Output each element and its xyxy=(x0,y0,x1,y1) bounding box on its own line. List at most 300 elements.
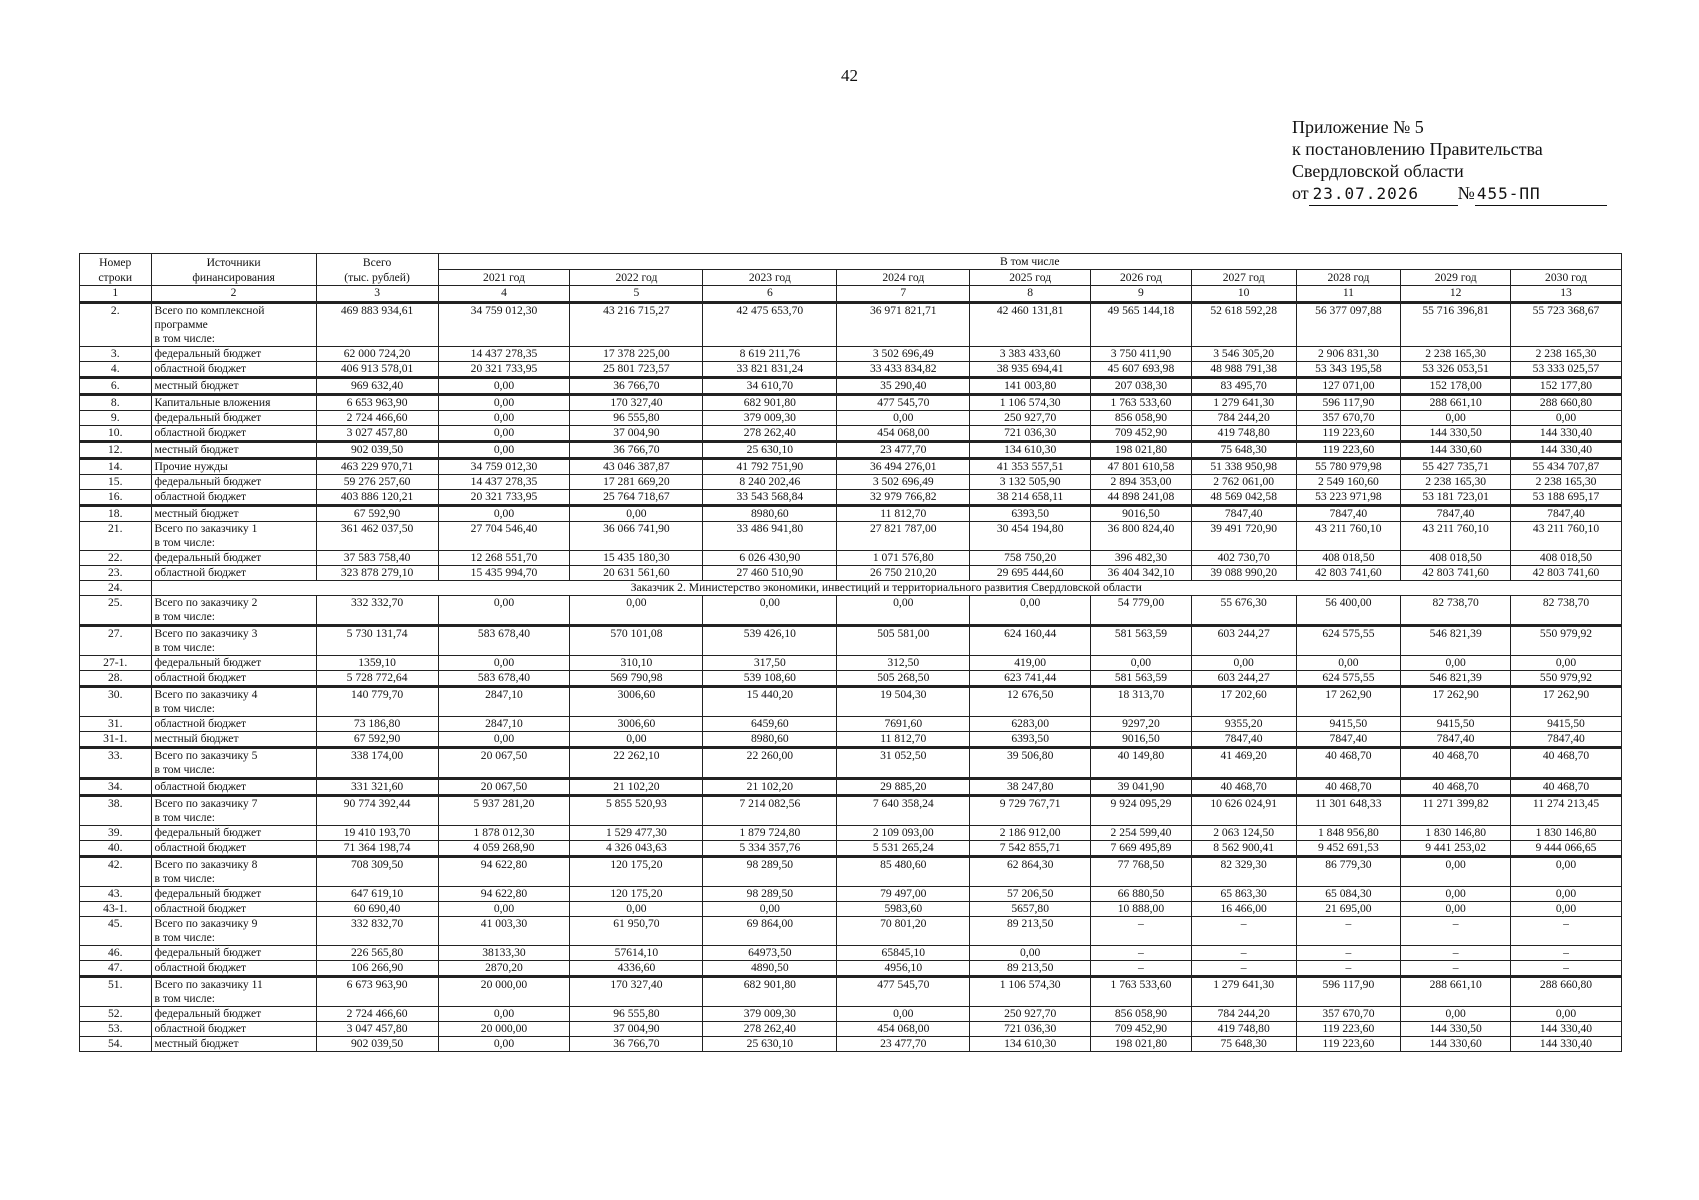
year-value: 20 321 733,95 xyxy=(438,490,570,506)
year-value: 57614,10 xyxy=(570,946,703,961)
financing-source-line: местный бюджет xyxy=(154,443,239,456)
year-value: 53 326 053,51 xyxy=(1401,362,1511,378)
year-value: 505 581,00 xyxy=(837,626,970,656)
year-value: 53 223 971,98 xyxy=(1296,490,1401,506)
year-value: 39 506,80 xyxy=(970,748,1091,779)
financing-source-line: Всего по заказчику 1 xyxy=(154,522,258,535)
year-value: 1 830 146,80 xyxy=(1401,826,1511,841)
row-number: 21. xyxy=(80,522,152,551)
header-year: 2026 год xyxy=(1091,270,1192,286)
year-value: 0,00 xyxy=(1401,656,1511,671)
year-value: 22 262,10 xyxy=(570,748,703,779)
year-value: 36 800 824,40 xyxy=(1091,522,1192,551)
year-value: 14 437 278,35 xyxy=(438,347,570,362)
year-value: 4 059 268,90 xyxy=(438,841,570,857)
year-value: 546 821,39 xyxy=(1401,626,1511,656)
total-value: 2 724 466,60 xyxy=(316,411,438,426)
row-number: 15. xyxy=(80,475,152,490)
total-value: 902 039,50 xyxy=(316,1037,438,1052)
financing-source-line: федеральный бюджет xyxy=(154,887,262,900)
year-value: 0,00 xyxy=(438,596,570,626)
appendix-line-3: Свердловской области xyxy=(1292,161,1464,181)
total-value: 37 583 758,40 xyxy=(316,551,438,566)
year-value: 7847,40 xyxy=(1511,506,1622,522)
total-value: 67 592,90 xyxy=(316,732,438,748)
table-row xyxy=(80,395,1622,411)
financing-source-line: в том числе: xyxy=(154,610,215,623)
year-value: 43 216 715,27 xyxy=(570,303,703,347)
year-value: 27 821 787,00 xyxy=(837,522,970,551)
year-value: 3 383 433,60 xyxy=(970,347,1091,362)
year-value: 0,00 xyxy=(1401,857,1511,887)
year-value: 0,00 xyxy=(438,732,570,748)
column-number: 12 xyxy=(1401,286,1511,303)
year-value: 27 460 510,90 xyxy=(703,566,837,581)
year-value: 96 555,80 xyxy=(570,411,703,426)
year-value: 144 330,50 xyxy=(1401,426,1511,442)
row-number: 31-1. xyxy=(80,732,152,748)
row-number: 52. xyxy=(80,1007,152,1022)
financing-source xyxy=(151,566,316,581)
year-value: 9016,50 xyxy=(1091,506,1192,522)
year-value: 2 238 165,30 xyxy=(1511,475,1622,490)
table-row xyxy=(80,626,1622,656)
header-year: 2028 год xyxy=(1296,270,1401,286)
year-value: 9 441 253,02 xyxy=(1401,841,1511,857)
year-value: 144 330,40 xyxy=(1511,442,1622,459)
year-value: 11 812,70 xyxy=(837,732,970,748)
year-value: 119 223,60 xyxy=(1296,1022,1401,1037)
year-value: 70 801,20 xyxy=(837,917,970,946)
table-row xyxy=(80,1007,1622,1022)
financing-source-line: федеральный бюджет xyxy=(154,946,262,959)
financing-source-line: областной бюджет xyxy=(154,717,247,730)
table-row xyxy=(80,581,1622,596)
year-value: 2 186 912,00 xyxy=(970,826,1091,841)
financing-source-line: местный бюджет xyxy=(154,1037,239,1050)
table-row xyxy=(80,1037,1622,1052)
column-number: 1 xyxy=(80,286,152,303)
year-value: 1 879 724,80 xyxy=(703,826,837,841)
year-value: 583 678,40 xyxy=(438,626,570,656)
year-value: 408 018,50 xyxy=(1296,551,1401,566)
year-value: 43 211 760,10 xyxy=(1511,522,1622,551)
year-value: 624 160,44 xyxy=(970,626,1091,656)
financing-source xyxy=(151,717,316,732)
total-value: 71 364 198,74 xyxy=(316,841,438,857)
financing-source-line: местный бюджет xyxy=(154,379,239,392)
year-value: – xyxy=(1191,946,1296,961)
total-value: 647 619,10 xyxy=(316,887,438,902)
year-value: 21 695,00 xyxy=(1296,902,1401,917)
year-value: 119 223,60 xyxy=(1296,426,1401,442)
section-title: Заказчик 2. Министерство экономики, инвестиций и территориального развития Свердловской области xyxy=(151,581,1622,596)
year-value: 8 562 900,41 xyxy=(1191,841,1296,857)
year-value: 288 660,80 xyxy=(1511,395,1622,411)
decree-date: 23.07.2026 xyxy=(1309,183,1458,206)
year-value: – xyxy=(1401,946,1511,961)
total-value: 2 724 466,60 xyxy=(316,1007,438,1022)
year-value: 152 177,80 xyxy=(1511,378,1622,395)
year-value: 0,00 xyxy=(837,1007,970,1022)
year-value: 3 546 305,20 xyxy=(1191,347,1296,362)
year-value: 36 766,70 xyxy=(570,1037,703,1052)
year-value: 0,00 xyxy=(1296,656,1401,671)
year-value: – xyxy=(1091,961,1192,977)
year-value: 624 575,55 xyxy=(1296,671,1401,687)
total-value: 403 886 120,21 xyxy=(316,490,438,506)
header-year: 2021 год xyxy=(438,270,570,286)
year-value: 9415,50 xyxy=(1511,717,1622,732)
year-value: 3 132 505,90 xyxy=(970,475,1091,490)
year-value: 0,00 xyxy=(1401,411,1511,426)
year-value: 0,00 xyxy=(1511,857,1622,887)
column-number: 6 xyxy=(703,286,837,303)
year-value: 127 071,00 xyxy=(1296,378,1401,395)
year-value: 6283,00 xyxy=(970,717,1091,732)
year-value: 40 468,70 xyxy=(1296,779,1401,796)
year-value: 3006,60 xyxy=(570,687,703,717)
year-value: 3 750 411,90 xyxy=(1091,347,1192,362)
year-value: 82 329,30 xyxy=(1191,857,1296,887)
year-value: 41 792 751,90 xyxy=(703,459,837,475)
year-value: 550 979,92 xyxy=(1511,671,1622,687)
year-value: 6459,60 xyxy=(703,717,837,732)
year-value: 4 326 043,63 xyxy=(570,841,703,857)
financing-source-line: Всего по заказчику 8 xyxy=(154,858,258,871)
year-value: 0,00 xyxy=(570,506,703,522)
year-value: 709 452,90 xyxy=(1091,426,1192,442)
year-value: 454 068,00 xyxy=(837,1022,970,1037)
year-value: 0,00 xyxy=(1511,411,1622,426)
financing-source xyxy=(151,946,316,961)
total-value: 67 592,90 xyxy=(316,506,438,522)
row-number: 14. xyxy=(80,459,152,475)
row-number: 39. xyxy=(80,826,152,841)
year-value: 42 803 741,60 xyxy=(1296,566,1401,581)
year-value: 20 067,50 xyxy=(438,779,570,796)
table-row xyxy=(80,506,1622,522)
year-value: 37 004,90 xyxy=(570,1022,703,1037)
year-value: 42 803 741,60 xyxy=(1401,566,1511,581)
year-value: 0,00 xyxy=(438,411,570,426)
year-value: – xyxy=(1191,917,1296,946)
year-value: 5657,80 xyxy=(970,902,1091,917)
year-value: 1 763 533,60 xyxy=(1091,977,1192,1007)
year-value: 30 454 194,80 xyxy=(970,522,1091,551)
year-value: 0,00 xyxy=(438,378,570,395)
year-value: 8 240 202,46 xyxy=(703,475,837,490)
year-value: 2 762 061,00 xyxy=(1191,475,1296,490)
total-value: 338 174,00 xyxy=(316,748,438,779)
table-row xyxy=(80,717,1622,732)
financing-source-line: Прочие нужды xyxy=(154,460,228,473)
year-value: 89 213,50 xyxy=(970,917,1091,946)
year-value: 596 117,90 xyxy=(1296,395,1401,411)
financing-source-line: местный бюджет xyxy=(154,732,239,745)
year-value: 546 821,39 xyxy=(1401,671,1511,687)
financing-source-line: областной бюджет xyxy=(154,426,247,439)
year-value: 1 279 641,30 xyxy=(1191,977,1296,1007)
financing-source xyxy=(151,796,316,826)
table-row xyxy=(80,442,1622,459)
year-value: 250 927,70 xyxy=(970,411,1091,426)
row-number: 23. xyxy=(80,566,152,581)
year-value: 0,00 xyxy=(1191,656,1296,671)
row-number: 51. xyxy=(80,977,152,1007)
financing-source xyxy=(151,362,316,378)
year-value: 0,00 xyxy=(970,596,1091,626)
total-value: 361 462 037,50 xyxy=(316,522,438,551)
year-value: 9 729 767,71 xyxy=(970,796,1091,826)
year-value: 682 901,80 xyxy=(703,977,837,1007)
table-row xyxy=(80,426,1622,442)
year-value: 45 607 693,98 xyxy=(1091,362,1192,378)
year-value: 550 979,92 xyxy=(1511,626,1622,656)
financing-source xyxy=(151,656,316,671)
year-value: 98 289,50 xyxy=(703,857,837,887)
total-value: 1359,10 xyxy=(316,656,438,671)
financing-source-line: Всего по заказчику 3 xyxy=(154,627,258,640)
financing-source xyxy=(151,917,316,946)
year-value: 55 427 735,71 xyxy=(1401,459,1511,475)
total-value: 60 690,40 xyxy=(316,902,438,917)
total-value: 6 653 963,90 xyxy=(316,395,438,411)
year-value: 34 759 012,30 xyxy=(438,459,570,475)
year-value: 38 247,80 xyxy=(970,779,1091,796)
year-value: 120 175,20 xyxy=(570,857,703,887)
header-year: 2024 год xyxy=(837,270,970,286)
year-value: 82 738,70 xyxy=(1511,596,1622,626)
year-value: 144 330,40 xyxy=(1511,426,1622,442)
year-value: 86 779,30 xyxy=(1296,857,1401,887)
total-value: 6 673 963,90 xyxy=(316,977,438,1007)
year-value: 55 723 368,67 xyxy=(1511,303,1622,347)
year-value: 583 678,40 xyxy=(438,671,570,687)
year-value: 758 750,20 xyxy=(970,551,1091,566)
total-value: 708 309,50 xyxy=(316,857,438,887)
year-value: 65845,10 xyxy=(837,946,970,961)
year-value: 25 630,10 xyxy=(703,1037,837,1052)
year-value: 0,00 xyxy=(1511,887,1622,902)
year-value: 39 088 990,20 xyxy=(1191,566,1296,581)
year-value: 53 181 723,01 xyxy=(1401,490,1511,506)
financing-source-line: областной бюджет xyxy=(154,1022,247,1035)
year-value: 0,00 xyxy=(970,946,1091,961)
year-value: 1 106 574,30 xyxy=(970,977,1091,1007)
year-value: 419 748,80 xyxy=(1191,426,1296,442)
column-number: 10 xyxy=(1191,286,1296,303)
year-value: 51 338 950,98 xyxy=(1191,459,1296,475)
year-value: 0,00 xyxy=(438,426,570,442)
appendix-line-2: к постановлению Правительства xyxy=(1292,139,1543,159)
year-value: 0,00 xyxy=(438,1007,570,1022)
table-row xyxy=(80,522,1622,551)
financing-source xyxy=(151,1037,316,1052)
year-value: 0,00 xyxy=(570,732,703,748)
year-value: 357 670,70 xyxy=(1296,411,1401,426)
financing-source-line: в том числе: xyxy=(154,536,215,549)
year-value: 6393,50 xyxy=(970,506,1091,522)
financing-source-line: федеральный бюджет xyxy=(154,826,262,839)
year-value: 408 018,50 xyxy=(1401,551,1511,566)
financing-source xyxy=(151,442,316,459)
row-number: 38. xyxy=(80,796,152,826)
financing-source-line: областной бюджет xyxy=(154,362,247,375)
year-value: 2847,10 xyxy=(438,687,570,717)
year-value: 1 071 576,80 xyxy=(837,551,970,566)
total-value: 73 186,80 xyxy=(316,717,438,732)
row-number: 3. xyxy=(80,347,152,362)
table-row xyxy=(80,303,1622,347)
year-value: 36 971 821,71 xyxy=(837,303,970,347)
year-value: 75 648,30 xyxy=(1191,1037,1296,1052)
year-value: 0,00 xyxy=(1401,887,1511,902)
row-number: 4. xyxy=(80,362,152,378)
total-value: 469 883 934,61 xyxy=(316,303,438,347)
financing-source-line: областной бюджет xyxy=(154,566,247,579)
year-value: – xyxy=(1296,946,1401,961)
year-value: 25 764 718,67 xyxy=(570,490,703,506)
row-number: 40. xyxy=(80,841,152,857)
financing-source xyxy=(151,490,316,506)
year-value: 17 262,90 xyxy=(1296,687,1401,717)
total-value: 59 276 257,60 xyxy=(316,475,438,490)
financing-source xyxy=(151,977,316,1007)
year-value: 623 741,44 xyxy=(970,671,1091,687)
financing-source xyxy=(151,596,316,626)
year-value: 624 575,55 xyxy=(1296,626,1401,656)
financing-source xyxy=(151,426,316,442)
table-row xyxy=(80,902,1622,917)
year-value: 402 730,70 xyxy=(1191,551,1296,566)
year-value: 11 812,70 xyxy=(837,506,970,522)
year-value: 39 041,90 xyxy=(1091,779,1192,796)
year-value: 709 452,90 xyxy=(1091,1022,1192,1037)
financing-source-line: в том числе: xyxy=(154,641,215,654)
year-value: 48 569 042,58 xyxy=(1191,490,1296,506)
year-value: 18 313,70 xyxy=(1091,687,1192,717)
table-row xyxy=(80,566,1622,581)
header-total: Всего (тыс. рублей) xyxy=(316,254,438,286)
year-value: 94 622,80 xyxy=(438,857,570,887)
year-value: 603 244,27 xyxy=(1191,671,1296,687)
year-value: 17 202,60 xyxy=(1191,687,1296,717)
total-value: 140 779,70 xyxy=(316,687,438,717)
year-value: 94 622,80 xyxy=(438,887,570,902)
year-value: 33 821 831,24 xyxy=(703,362,837,378)
table-row xyxy=(80,977,1622,1007)
year-value: 41 003,30 xyxy=(438,917,570,946)
year-value: – xyxy=(1091,946,1192,961)
year-value: 29 695 444,60 xyxy=(970,566,1091,581)
year-value: 98 289,50 xyxy=(703,887,837,902)
row-number: 18. xyxy=(80,506,152,522)
year-value: 569 790,98 xyxy=(570,671,703,687)
year-value: 0,00 xyxy=(837,411,970,426)
year-value: 77 768,50 xyxy=(1091,857,1192,887)
year-value: 38133,30 xyxy=(438,946,570,961)
year-value: 29 885,20 xyxy=(837,779,970,796)
financing-source-line: федеральный бюджет xyxy=(154,347,262,360)
table-row xyxy=(80,671,1622,687)
year-value: 61 950,70 xyxy=(570,917,703,946)
year-value: 53 333 025,57 xyxy=(1511,362,1622,378)
table-row xyxy=(80,826,1622,841)
financing-source-line: областной бюджет xyxy=(154,780,247,793)
year-value: 0,00 xyxy=(1511,656,1622,671)
year-value: 419 748,80 xyxy=(1191,1022,1296,1037)
row-number: 47. xyxy=(80,961,152,977)
year-value: 27 704 546,40 xyxy=(438,522,570,551)
year-value: 7847,40 xyxy=(1296,732,1401,748)
year-value: 141 003,80 xyxy=(970,378,1091,395)
financing-source xyxy=(151,506,316,522)
year-value: 144 330,60 xyxy=(1401,1037,1511,1052)
year-value: 2 238 165,30 xyxy=(1401,475,1511,490)
table-row xyxy=(80,796,1622,826)
year-value: 278 262,40 xyxy=(703,426,837,442)
year-value: 5 855 520,93 xyxy=(570,796,703,826)
financing-source-line: федеральный бюджет xyxy=(154,1007,262,1020)
year-value: 33 486 941,80 xyxy=(703,522,837,551)
year-value: 454 068,00 xyxy=(837,426,970,442)
financing-source xyxy=(151,551,316,566)
year-value: 10 888,00 xyxy=(1091,902,1192,917)
year-value: – xyxy=(1191,961,1296,977)
year-value: 250 927,70 xyxy=(970,1007,1091,1022)
page-number: 42 xyxy=(841,66,858,85)
financing-source-line: Всего по заказчику 2 xyxy=(154,596,258,609)
year-value: 41 469,20 xyxy=(1191,748,1296,779)
year-value: 9415,50 xyxy=(1401,717,1511,732)
header-year: 2029 год xyxy=(1401,270,1511,286)
year-value: 721 036,30 xyxy=(970,1022,1091,1037)
financing-source-line: областной бюджет xyxy=(154,490,247,503)
year-value: 17 262,90 xyxy=(1511,687,1622,717)
year-value: 539 108,60 xyxy=(703,671,837,687)
year-value: 7847,40 xyxy=(1401,732,1511,748)
year-value: 2870,20 xyxy=(438,961,570,977)
year-value: 1 763 533,60 xyxy=(1091,395,1192,411)
year-value: 17 262,90 xyxy=(1401,687,1511,717)
year-value: 539 426,10 xyxy=(703,626,837,656)
financing-source xyxy=(151,887,316,902)
year-value: 5 531 265,24 xyxy=(837,841,970,857)
year-value: 856 058,90 xyxy=(1091,1007,1192,1022)
year-value: 0,00 xyxy=(438,395,570,411)
row-number: 16. xyxy=(80,490,152,506)
financing-source-line: Всего по заказчику 4 xyxy=(154,688,258,701)
row-number: 43-1. xyxy=(80,902,152,917)
year-value: 47 801 610,58 xyxy=(1091,459,1192,475)
year-value: 89 213,50 xyxy=(970,961,1091,977)
year-value: 36 766,70 xyxy=(570,442,703,459)
financing-source-line: в том числе: xyxy=(154,931,215,944)
financing-source xyxy=(151,378,316,395)
year-value: 14 437 278,35 xyxy=(438,475,570,490)
financing-source-line: в том числе: xyxy=(154,872,215,885)
year-value: 20 631 561,60 xyxy=(570,566,703,581)
year-value: 52 618 592,28 xyxy=(1191,303,1296,347)
year-value: 40 468,70 xyxy=(1511,779,1622,796)
year-value: 15 435 994,70 xyxy=(438,566,570,581)
year-value: 38 214 658,11 xyxy=(970,490,1091,506)
year-value: 4956,10 xyxy=(837,961,970,977)
year-value: 144 330,60 xyxy=(1401,442,1511,459)
year-value: – xyxy=(1511,917,1622,946)
year-value: 40 468,70 xyxy=(1296,748,1401,779)
